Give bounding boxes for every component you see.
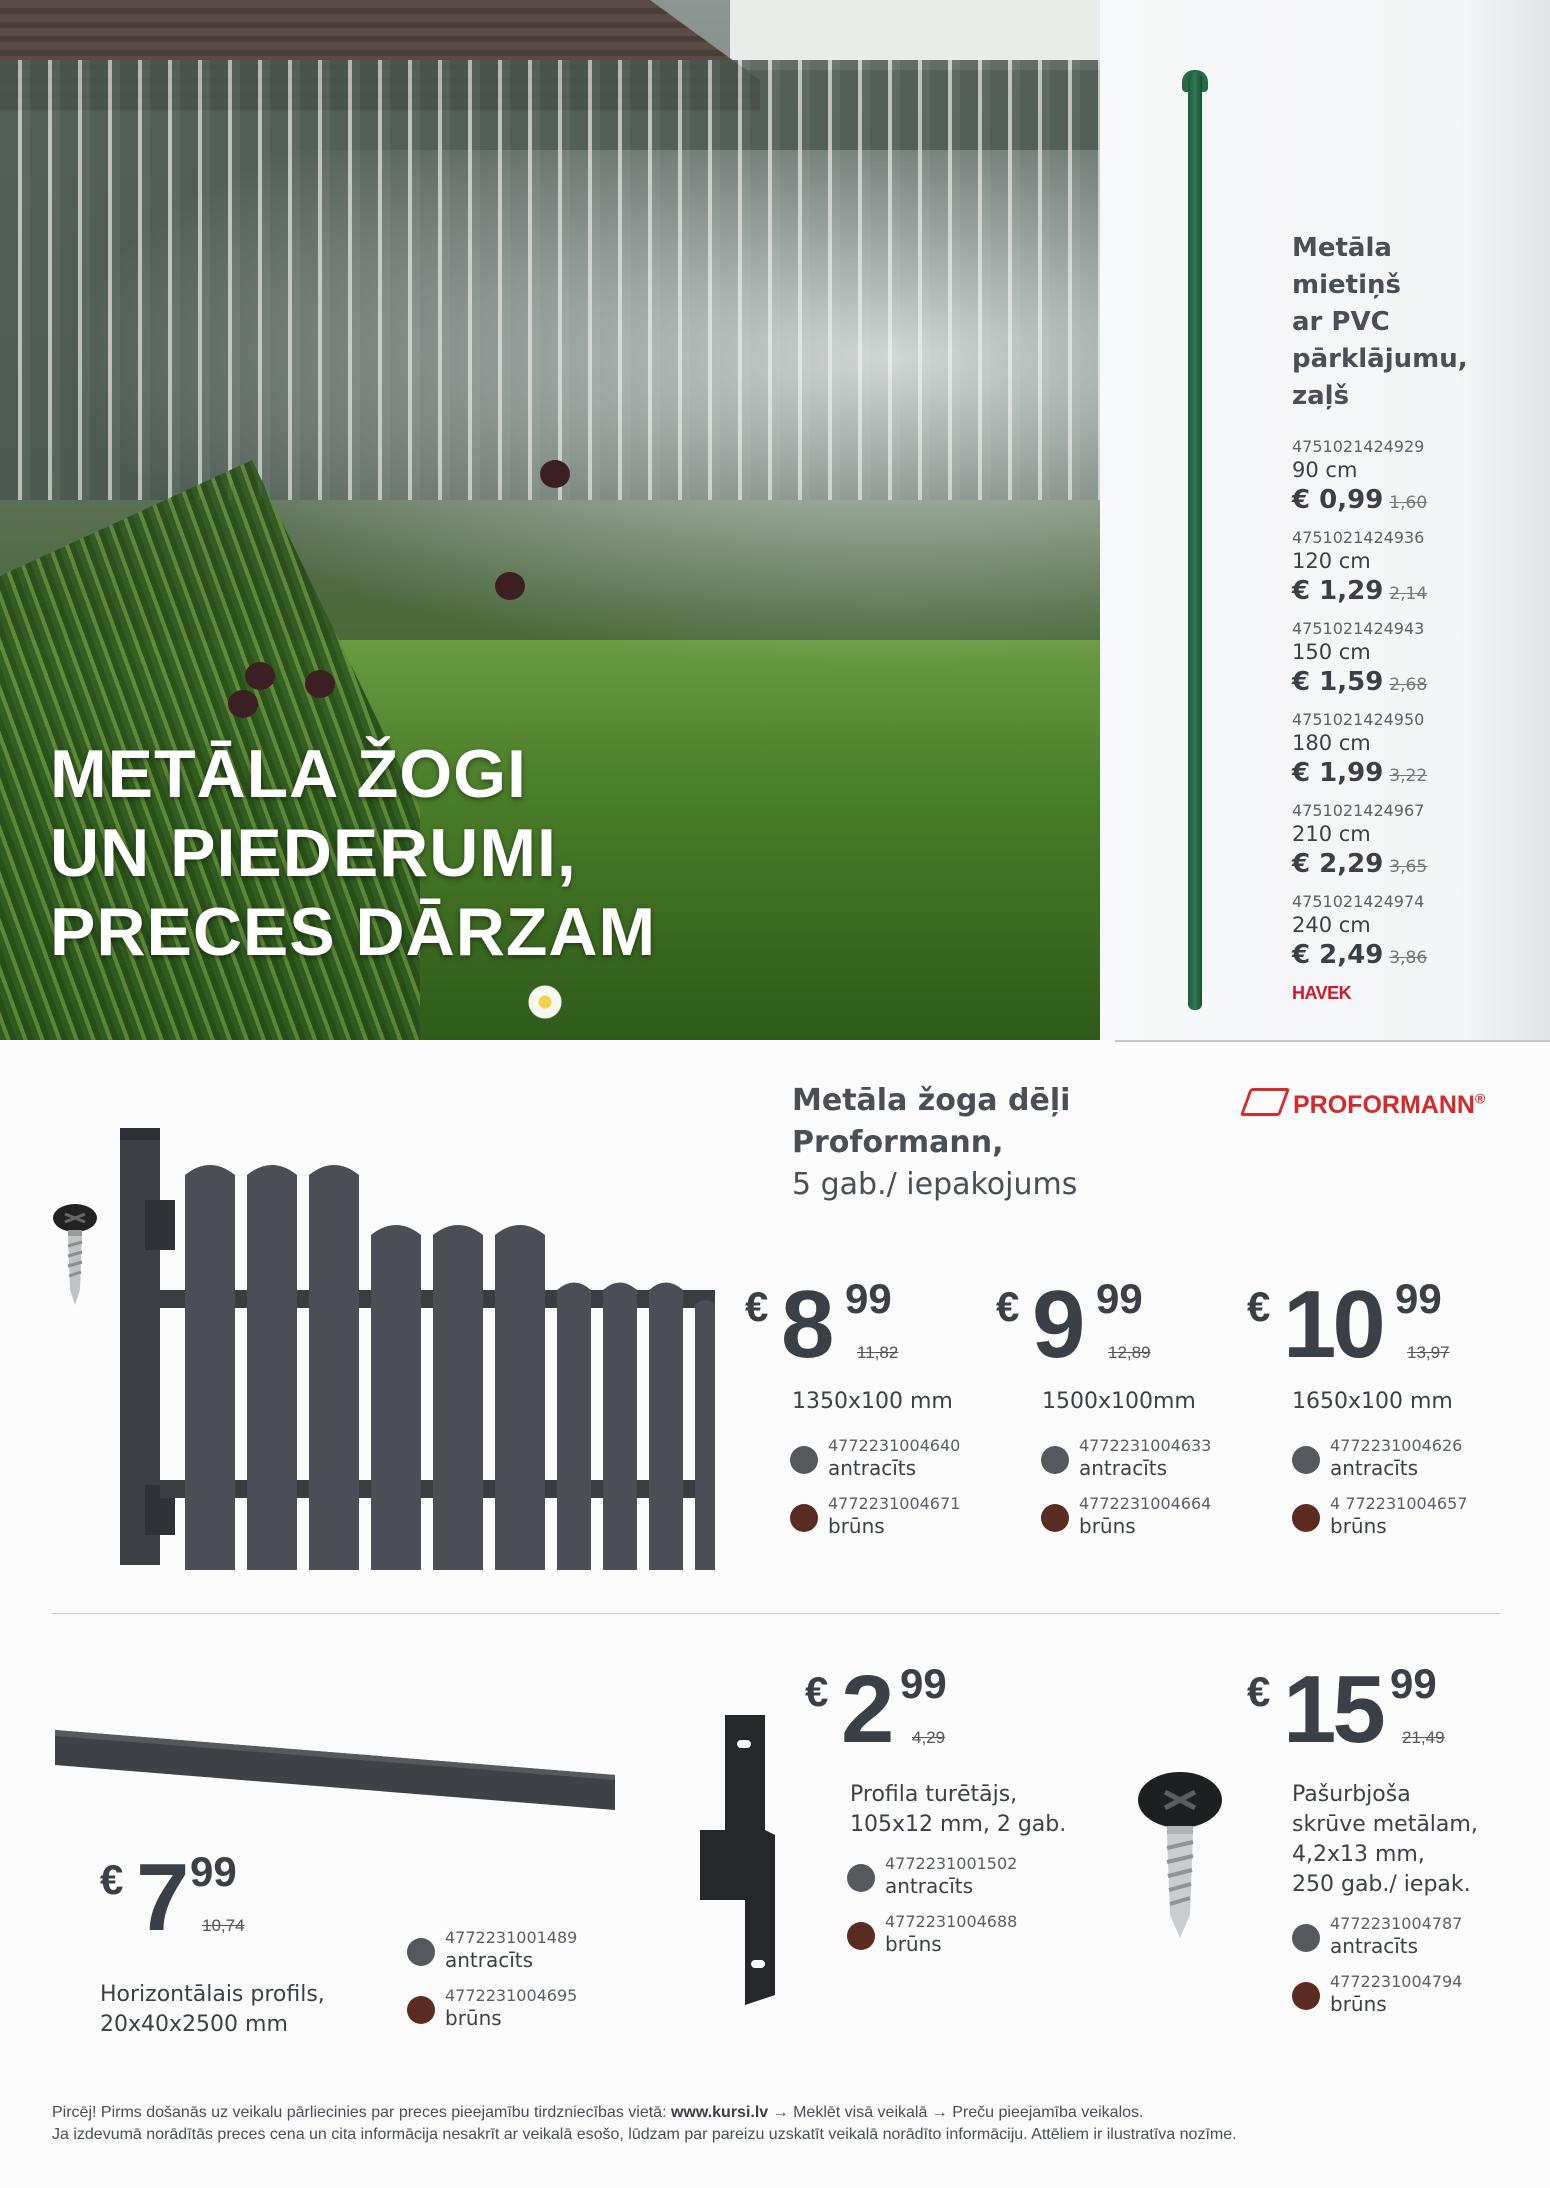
stake-size-row — [1292, 437, 1522, 520]
horizontal-profile-offer — [100, 1844, 430, 2058]
description-line: Pašurbjoša — [1292, 1782, 1411, 1807]
hero-headline — [50, 735, 656, 972]
headline-line: METĀLA ŽOGI — [50, 736, 527, 812]
product-code: 4772231004640 — [828, 1436, 961, 1455]
currency-symbol: € — [100, 1856, 124, 1903]
stake-title-line: pārklājumu, — [1292, 344, 1468, 374]
currency-symbol: € — [1247, 1283, 1271, 1330]
color-swatch-anthracite — [790, 1446, 818, 1474]
color-name: antracīts — [1079, 1456, 1168, 1480]
product-code: 4751021424967 — [1292, 801, 1425, 820]
stake-size-row — [1292, 619, 1522, 702]
product-code: 4 772231004657 — [1330, 1494, 1468, 1513]
product-code: 4772231001502 — [885, 1854, 1018, 1873]
registered-mark: ® — [1474, 1090, 1486, 1107]
fence-board-offer — [1247, 1271, 1487, 1552]
color-name: brūns — [885, 1932, 942, 1956]
stake-size: 180 cm — [1292, 731, 1371, 755]
price-cents: 99 — [190, 1848, 237, 1895]
divider — [1115, 1040, 1550, 1042]
color-name: brūns — [445, 2006, 502, 2030]
currency-symbol: € — [996, 1283, 1020, 1330]
stake-price — [1292, 847, 1522, 884]
brand-name: PROFORMANN — [1293, 1091, 1475, 1119]
current-price: € 1,99 — [1292, 758, 1384, 788]
stake-size-row — [1292, 801, 1522, 884]
self-drilling-screw-image — [1135, 1770, 1225, 1940]
headline-line: UN PIEDERUMI, — [50, 815, 577, 891]
description-line: 105x12 mm, 2 gab. — [850, 1812, 1067, 1837]
allium-flower — [245, 662, 275, 690]
fence-board-offer — [745, 1271, 985, 1552]
current-price: € 2,49 — [1292, 940, 1384, 970]
price-integer: 7 — [136, 1844, 186, 1951]
color-variant — [847, 1854, 1105, 1898]
color-name: brūns — [1079, 1514, 1136, 1538]
old-price: 3,86 — [1389, 948, 1428, 968]
color-variant — [407, 1986, 647, 2030]
color-swatch-anthracite — [1292, 1446, 1320, 1474]
color-swatch-anthracite — [1292, 1924, 1320, 1952]
price-cents: 99 — [1390, 1660, 1437, 1707]
stake-size: 210 cm — [1292, 822, 1371, 846]
color-swatch-brown — [1292, 1982, 1320, 2010]
fence-boards-brand-name: Proformann, — [792, 1125, 1004, 1160]
product-code: 4772231001489 — [445, 1928, 578, 1947]
price-cents: 99 — [845, 1275, 892, 1322]
description-line: 250 gab./ iepak. — [1292, 1872, 1471, 1897]
proformann-logo-icon — [1240, 1088, 1290, 1116]
product-description — [1247, 1780, 1507, 1900]
stake-size-row — [1292, 528, 1522, 611]
stake-price — [1292, 665, 1522, 702]
old-price: 3,65 — [1389, 857, 1428, 877]
product-description — [100, 1980, 430, 2040]
product-code: 4772231004688 — [885, 1912, 1018, 1931]
profile-holder-image — [685, 1710, 785, 2010]
price-cents: 99 — [900, 1660, 947, 1707]
stake-title-line: zaļš — [1292, 381, 1350, 411]
stake-size: 120 cm — [1292, 549, 1371, 573]
price-tag — [1247, 1656, 1507, 1770]
old-price: 10,74 — [202, 1916, 245, 1935]
color-name: antracīts — [1330, 1456, 1419, 1480]
color-swatch-brown — [790, 1504, 818, 1532]
color-name: brūns — [828, 1514, 885, 1538]
stake-price — [1292, 574, 1522, 611]
screw-offer — [1247, 1656, 1507, 2030]
product-code: 4751021424974 — [1292, 892, 1425, 911]
product-code: 4772231004633 — [1079, 1436, 1212, 1455]
stake-size: 150 cm — [1292, 640, 1371, 664]
product-code: 4772231004695 — [445, 1986, 578, 2005]
footer-line — [52, 2102, 1237, 2124]
color-variant — [1292, 1972, 1507, 2016]
fence-boards-image — [115, 1120, 715, 1570]
description-line: Profila turētājs, — [850, 1782, 1018, 1807]
price-tag — [100, 1844, 430, 1958]
footer-disclaimer — [52, 2102, 1237, 2146]
board-dimensions: 1350x100 mm — [792, 1389, 953, 1414]
stake-price — [1292, 938, 1522, 975]
price-tag — [1247, 1271, 1487, 1385]
price-integer: 15 — [1283, 1656, 1382, 1763]
color-name: brūns — [1330, 1514, 1387, 1538]
headline-line: PRECES DĀRZAM — [50, 894, 657, 970]
color-swatch-brown — [1041, 1504, 1069, 1532]
stake-offer — [1292, 230, 1522, 1004]
color-variant — [790, 1494, 985, 1538]
product-code: 4772231004626 — [1330, 1436, 1463, 1455]
hero-image — [0, 0, 1100, 1040]
horizontal-profile-variants — [407, 1928, 647, 2044]
stake-title-line: Metāla — [1292, 233, 1392, 263]
website-link[interactable]: www.kursi.lv — [670, 2104, 769, 2121]
current-price: € 1,29 — [1292, 576, 1384, 606]
board-dimensions: 1500x100mm — [1042, 1389, 1196, 1414]
old-price: 13,97 — [1407, 1343, 1450, 1362]
stake-title — [1292, 230, 1522, 415]
color-swatch-anthracite — [847, 1864, 875, 1892]
color-swatch-anthracite — [1041, 1446, 1069, 1474]
allium-flower — [228, 690, 258, 718]
stake-size-row — [1292, 892, 1522, 975]
stake-title-line: ar PVC — [1292, 307, 1390, 337]
stake-size: 90 cm — [1292, 458, 1358, 482]
old-price: 2,68 — [1389, 675, 1428, 695]
color-name: antracīts — [828, 1456, 917, 1480]
color-variant — [407, 1928, 647, 1972]
footer-line: Ja izdevumā norādītās preces cena un cita informācija nesakrīt ar veikalā esošo, lūdzam par pareizu uzskatīt veikalā norādīto informāciju. Attēliem ir ilustratīva nozīme. — [52, 2126, 1237, 2143]
old-price: 11,82 — [857, 1343, 899, 1362]
color-variant — [1292, 1436, 1487, 1480]
self-drilling-screw-image — [50, 1200, 100, 1310]
price-integer: 9 — [1032, 1271, 1082, 1378]
price-integer: 8 — [781, 1271, 831, 1378]
current-price: € 1,59 — [1292, 667, 1384, 697]
havek-brand-logo: HAVEK — [1292, 983, 1352, 1003]
color-variant — [847, 1912, 1105, 1956]
color-variant — [790, 1436, 985, 1480]
currency-symbol: € — [1247, 1668, 1271, 1715]
board-dimensions: 1650x100 mm — [1292, 1389, 1453, 1414]
fence-boards-subtitle: 5 gab./ iepakojums — [792, 1167, 1078, 1202]
color-variant — [1041, 1494, 1236, 1538]
price-cents: 99 — [1096, 1275, 1143, 1322]
stake-size-row — [1292, 710, 1522, 793]
stake-price — [1292, 483, 1522, 520]
description-line: Horizontālais profils, — [100, 1982, 325, 2007]
allium-flower — [495, 572, 525, 600]
divider — [52, 1613, 1500, 1614]
description-line: 4,2x13 mm, — [1292, 1842, 1425, 1867]
price-tag — [805, 1656, 1105, 1770]
allium-flower — [540, 460, 570, 488]
old-price: 4,29 — [912, 1728, 946, 1747]
description-line: skrūve metālam, — [1292, 1812, 1478, 1837]
currency-symbol: € — [805, 1668, 829, 1715]
price-integer: 2 — [841, 1656, 891, 1763]
color-swatch-brown — [847, 1922, 875, 1950]
color-name: brūns — [1330, 1992, 1387, 2016]
description-line: 20x40x2500 mm — [100, 2012, 288, 2037]
product-code: 4772231004787 — [1330, 1914, 1463, 1933]
fence-board-offer — [996, 1271, 1236, 1552]
old-price: 12,89 — [1108, 1343, 1151, 1362]
price-cents: 99 — [1395, 1275, 1442, 1322]
color-variant — [1292, 1494, 1487, 1538]
product-code: 4751021424936 — [1292, 528, 1425, 547]
footer-text: Pircēj! Pirms došanās uz veikalu pārliecinies par preces pieejamību tirdzniecības vietā: — [52, 2104, 667, 2121]
old-price: 2,14 — [1389, 584, 1428, 604]
proformann-brand-logo — [1245, 1088, 1485, 1120]
footer-text: → Meklēt visā veikalā → Preču pieejamība veikalos. — [772, 2104, 1144, 2121]
old-price: 21,49 — [1402, 1728, 1445, 1747]
product-code: 4751021424950 — [1292, 710, 1425, 729]
color-variant — [1041, 1436, 1236, 1480]
stake-title-line: mietiņš — [1292, 270, 1401, 300]
stake-price — [1292, 756, 1522, 793]
color-swatch-anthracite — [407, 1938, 435, 1966]
product-code: 4751021424929 — [1292, 437, 1425, 456]
profile-holder-offer — [805, 1656, 1105, 1970]
color-name: antracīts — [1330, 1934, 1419, 1958]
current-price: € 0,99 — [1292, 485, 1384, 515]
current-price: € 2,29 — [1292, 849, 1384, 879]
price-integer: 10 — [1283, 1271, 1382, 1378]
color-name: antracīts — [885, 1874, 974, 1898]
allium-flower — [305, 670, 335, 698]
product-code: 4772231004794 — [1330, 1972, 1463, 1991]
daisy-flower — [528, 985, 562, 1019]
product-code: 4772231004671 — [828, 1494, 961, 1513]
price-tag — [996, 1271, 1236, 1385]
price-tag — [745, 1271, 985, 1385]
fence-boards-title: Metāla žoga dēļi — [792, 1083, 1071, 1118]
product-code: 4751021424943 — [1292, 619, 1425, 638]
stake-size: 240 cm — [1292, 913, 1371, 937]
color-variant — [1292, 1914, 1507, 1958]
stake-pole-image — [1188, 72, 1202, 1010]
currency-symbol: € — [745, 1283, 769, 1330]
old-price: 1,60 — [1389, 493, 1428, 513]
fence-boards-title-block — [792, 1080, 1077, 1206]
horizontal-profile-image — [55, 1730, 615, 1810]
color-swatch-brown — [407, 1996, 435, 2024]
product-description — [805, 1780, 1105, 1840]
old-price: 3,22 — [1389, 766, 1428, 786]
product-code: 4772231004664 — [1079, 1494, 1212, 1513]
color-swatch-brown — [1292, 1504, 1320, 1532]
color-name: antracīts — [445, 1948, 534, 1972]
